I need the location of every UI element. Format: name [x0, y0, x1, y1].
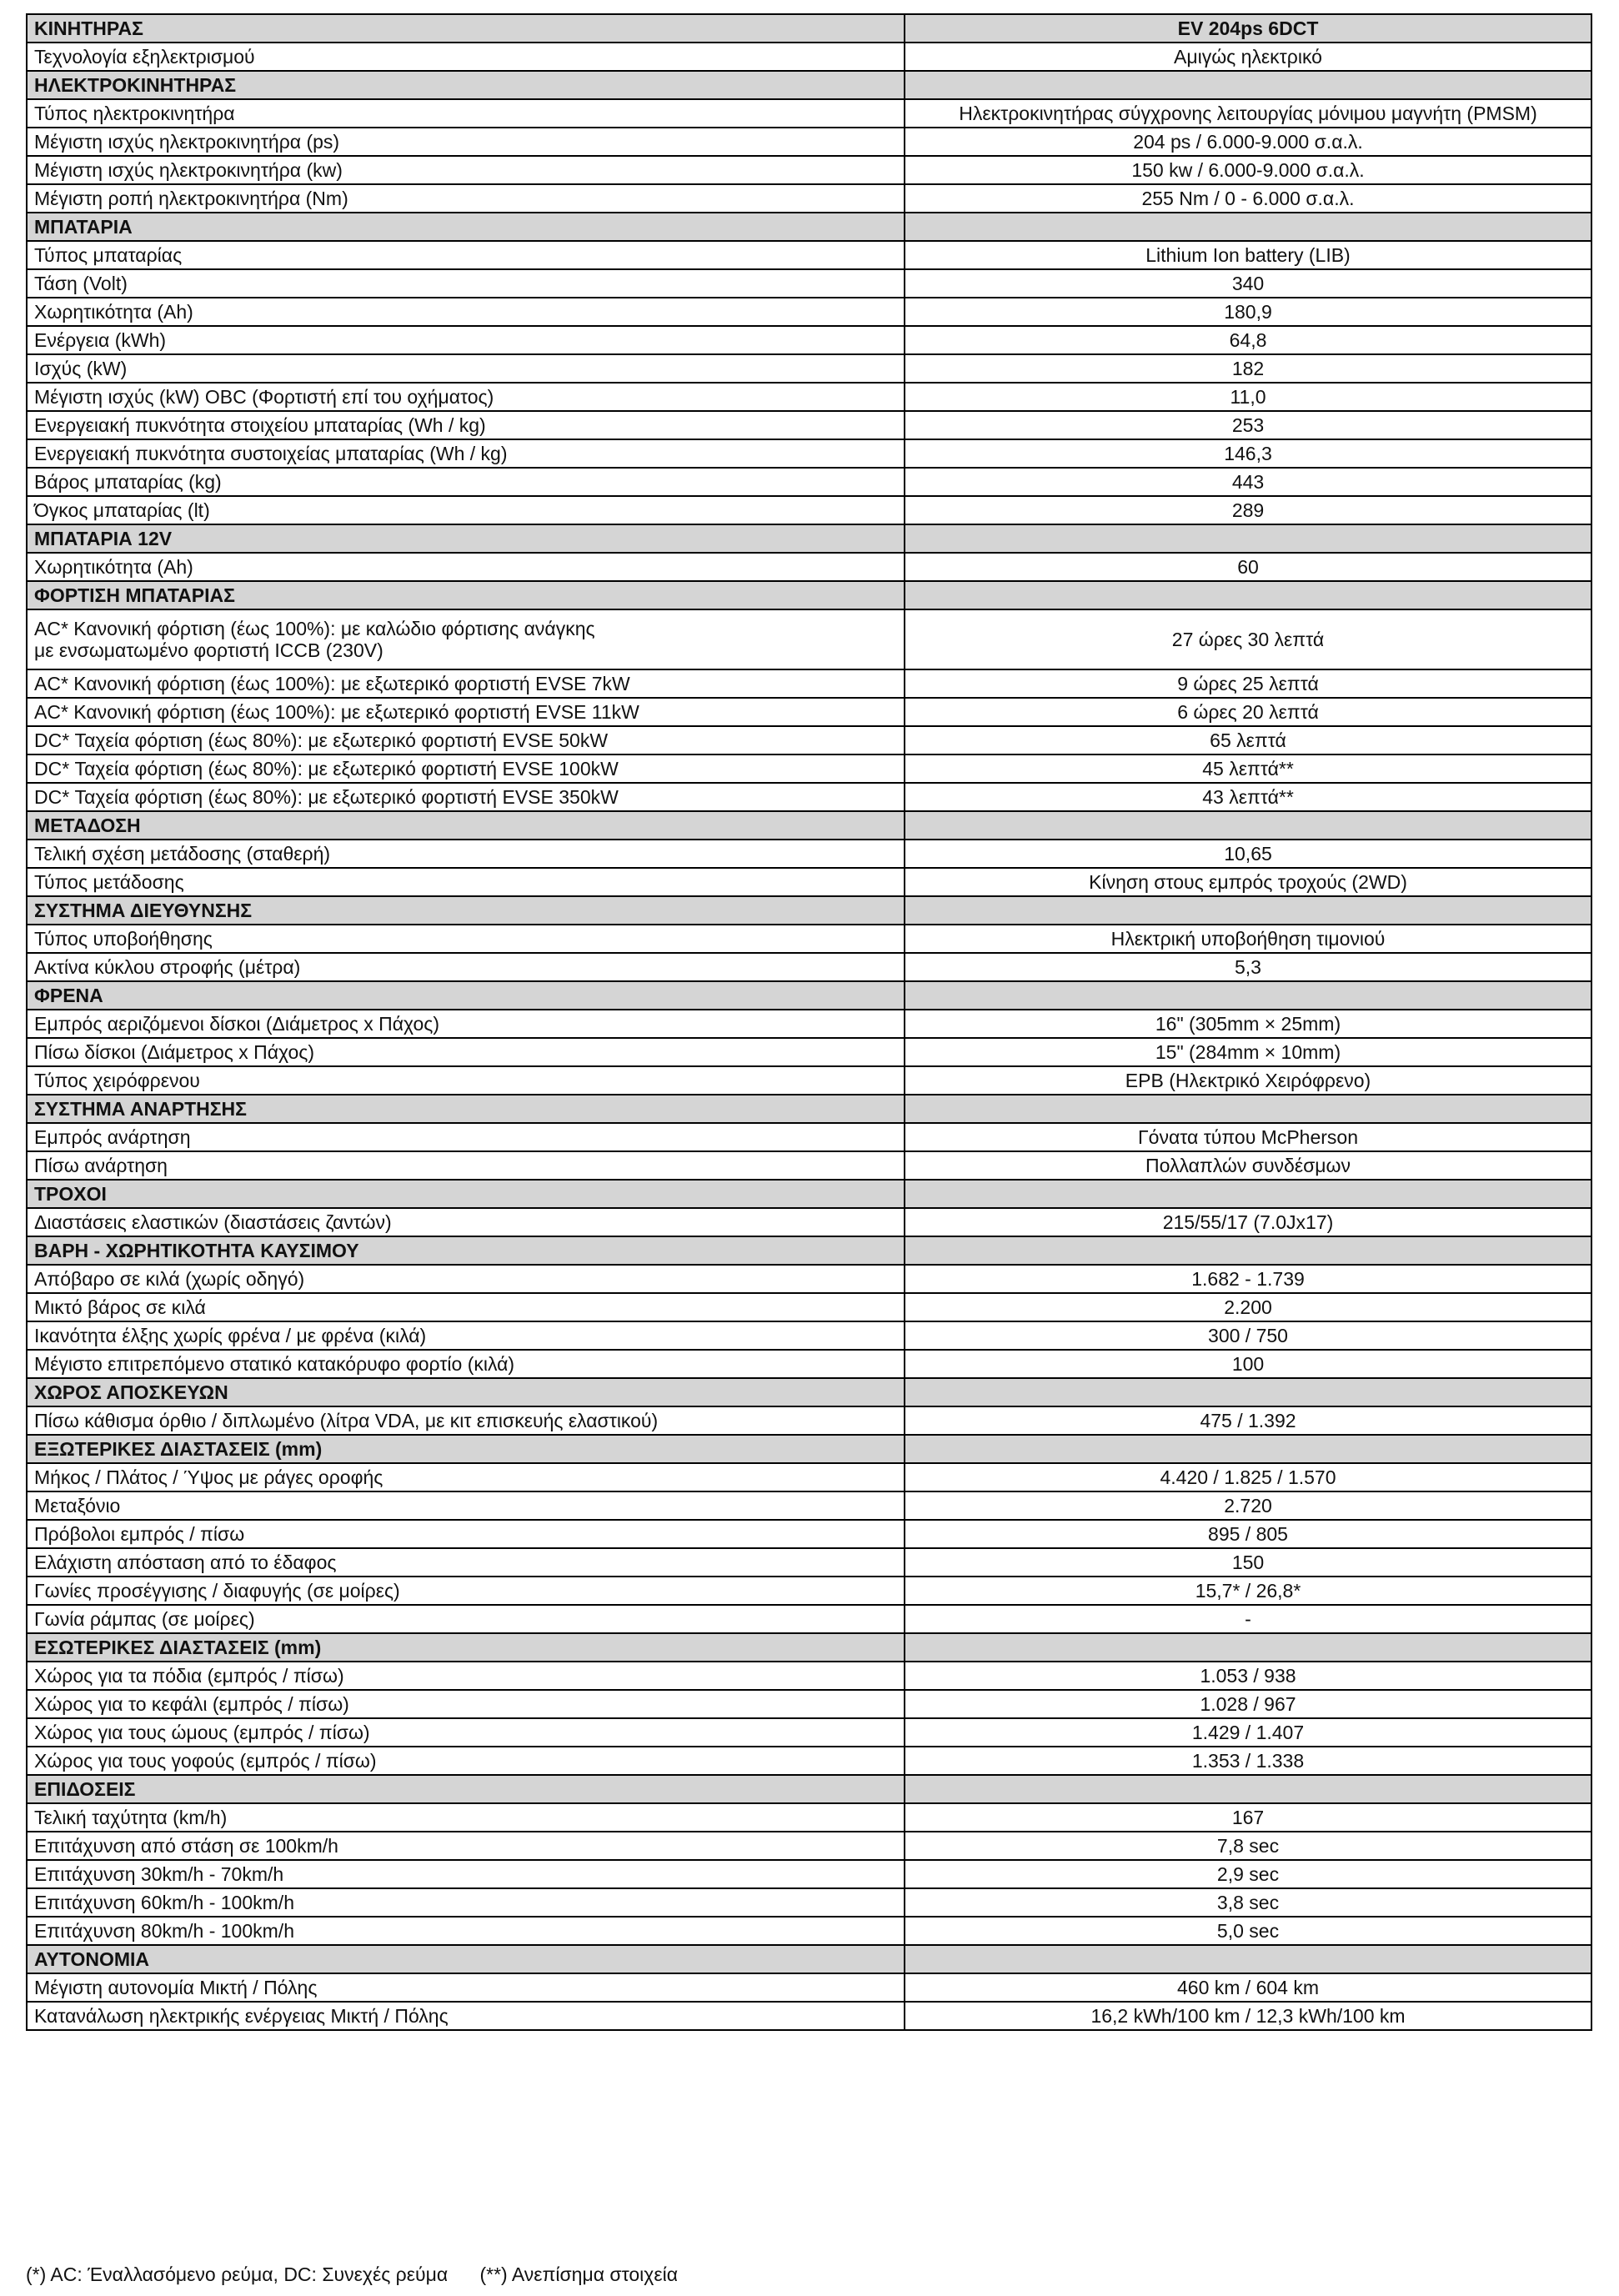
spec-label: Γωνία ράμπας (σε μοίρες): [27, 1605, 905, 1633]
spec-label: Επιτάχυνση 60km/h - 100km/h: [27, 1888, 905, 1917]
section-title: ΧΩΡΟΣ ΑΠΟΣΚΕΥΩΝ: [27, 1378, 905, 1406]
spec-row: [27, 783, 1591, 811]
spec-label: Ενεργειακή πυκνότητα συστοιχείας μπαταρίας (Wh / kg): [27, 439, 905, 468]
section-empty-cell: [905, 981, 1591, 1010]
spec-row: [27, 1690, 1591, 1718]
spec-label: Βάρος μπαταρίας (kg): [27, 468, 905, 496]
spec-row: [27, 1010, 1591, 1038]
section-title: ΣΥΣΤΗΜΑ ΔΙΕΥΘΥΝΣΗΣ: [27, 896, 905, 925]
spec-value: Πολλαπλών συνδέσμων: [905, 1151, 1591, 1180]
spec-value: 460 km / 604 km: [905, 1973, 1591, 2002]
section-title: ΕΠΙΔΟΣΕΙΣ: [27, 1775, 905, 1803]
spec-row: [27, 496, 1591, 524]
spec-row: [27, 1803, 1591, 1832]
section-title: ΤΡΟΧΟΙ: [27, 1180, 905, 1208]
spec-label: Εμπρός αεριζόμενοι δίσκοι (Διάμετρος x Πάχος): [27, 1010, 905, 1038]
spec-value: 2.200: [905, 1293, 1591, 1321]
section-empty-cell: [905, 811, 1591, 840]
spec-label: Μέγιστη ροπή ηλεκτροκινητήρα (Nm): [27, 184, 905, 213]
spec-value: 443: [905, 468, 1591, 496]
section-empty-cell: [905, 524, 1591, 553]
spec-row: [27, 1321, 1591, 1350]
spec-row: [27, 1973, 1591, 2002]
spec-value: 340: [905, 269, 1591, 298]
spec-label: Μικτό βάρος σε κιλά: [27, 1293, 905, 1321]
spec-row: [27, 1350, 1591, 1378]
spec-row: [27, 925, 1591, 953]
spec-row: [27, 1208, 1591, 1236]
spec-label: Χώρος για το κεφάλι (εμπρός / πίσω): [27, 1690, 905, 1718]
spec-value: 1.353 / 1.338: [905, 1747, 1591, 1775]
spec-label: Ακτίνα κύκλου στροφής (μέτρα): [27, 953, 905, 981]
spec-row: [27, 1151, 1591, 1180]
spec-row: [27, 1491, 1591, 1520]
spec-label: Πρόβολοι εμπρός / πίσω: [27, 1520, 905, 1548]
spec-label: Μέγιστη ισχύς ηλεκτροκινητήρα (ps): [27, 128, 905, 156]
spec-label: Χωρητικότητα (Ah): [27, 553, 905, 581]
spec-value: 16" (305mm × 25mm): [905, 1010, 1591, 1038]
section-header-row: [27, 1633, 1591, 1662]
spec-label: Ικανότητα έλξης χωρίς φρένα / με φρένα (κιλά): [27, 1321, 905, 1350]
section-title: ΕΞΩΤΕΡΙΚΕΣ ΔΙΑΣΤΑΣΕΙΣ (mm): [27, 1435, 905, 1463]
section-empty-cell: [905, 1633, 1591, 1662]
spec-value: 7,8 sec: [905, 1832, 1591, 1860]
spec-label-line-1: AC* Κανονική φόρτιση (έως 100%): με καλώδιο φόρτισης ανάγκης: [34, 618, 595, 639]
section-header-row: [27, 1236, 1591, 1265]
spec-label: Τεχνολογία εξηλεκτρισμού: [27, 43, 905, 71]
spec-label: DC* Ταχεία φόρτιση (έως 80%): με εξωτερικό φορτιστή EVSE 100kW: [27, 754, 905, 783]
spec-row: [27, 99, 1591, 128]
spec-value: 1.429 / 1.407: [905, 1718, 1591, 1747]
section-header-row: [27, 1378, 1591, 1406]
spec-row: [27, 1265, 1591, 1293]
section-title: ΣΥΣΤΗΜΑ ΑΝΑΡΤΗΣΗΣ: [27, 1095, 905, 1123]
spec-value: 300 / 750: [905, 1321, 1591, 1350]
spec-value: 11,0: [905, 383, 1591, 411]
spec-value: 180,9: [905, 298, 1591, 326]
spec-row: [27, 726, 1591, 754]
section-header-row: [27, 581, 1591, 609]
section-title: ΜΠΑΤΑΡΙΑ: [27, 213, 905, 241]
spec-row: [27, 1662, 1591, 1690]
spec-value: 289: [905, 496, 1591, 524]
footnote-unofficial: (**) Ανεπίσημα στοιχεία: [479, 2263, 678, 2285]
spec-label: Πίσω κάθισμα όρθιο / διπλωμένο (λίτρα VDA, με κιτ επισκευής ελαστικού): [27, 1406, 905, 1435]
spec-row: [27, 553, 1591, 581]
spec-value: 182: [905, 354, 1591, 383]
spec-row: [27, 868, 1591, 896]
section-header-row: [27, 981, 1591, 1010]
section-header-row: [27, 71, 1591, 99]
spec-value: -: [905, 1605, 1591, 1633]
section-empty-cell: [905, 581, 1591, 609]
spec-label: Μέγιστη αυτονομία Μικτή / Πόλης: [27, 1973, 905, 2002]
spec-row: [27, 1832, 1591, 1860]
spec-row: [27, 1520, 1591, 1548]
spec-value: Γόνατα τύπου McPherson: [905, 1123, 1591, 1151]
spec-value: EPB (Ηλεκτρικό Χειρόφρενο): [905, 1066, 1591, 1095]
spec-value: 3,8 sec: [905, 1888, 1591, 1917]
spec-value: 2.720: [905, 1491, 1591, 1520]
footnote-ac-dc: (*) AC: Έναλλασόμενο ρεύμα, DC: Συνεχές ρεύμα: [26, 2263, 449, 2285]
section-empty-cell: [905, 1236, 1591, 1265]
spec-label: Μέγιστη ισχύς (kW) OBC (Φορτιστή επί του οχήματος): [27, 383, 905, 411]
spec-label: Ενέργεια (kWh): [27, 326, 905, 354]
spec-row: [27, 468, 1591, 496]
spec-label: Τελική σχέση μετάδοσης (σταθερή): [27, 840, 905, 868]
spec-value: 10,65: [905, 840, 1591, 868]
spec-label: Κατανάλωση ηλεκτρικής ενέργειας Μικτή / Πόλης: [27, 2002, 905, 2030]
spec-row: [27, 1917, 1591, 1945]
spec-label: Τάση (Volt): [27, 269, 905, 298]
spec-row: [27, 354, 1591, 383]
spec-row: [27, 1888, 1591, 1917]
spec-label: Τύπος χειρόφρενου: [27, 1066, 905, 1095]
spec-value: 1.053 / 938: [905, 1662, 1591, 1690]
section-title: ΒΑΡΗ - ΧΩΡΗΤΙΚΟΤΗΤΑ ΚΑΥΣΙΜΟΥ: [27, 1236, 905, 1265]
spec-row: [27, 1038, 1591, 1066]
spec-label: Επιτάχυνση από στάση σε 100km/h: [27, 1832, 905, 1860]
spec-row: [27, 1293, 1591, 1321]
spec-value: 1.682 - 1.739: [905, 1265, 1591, 1293]
section-title: ΑΥΤΟΝΟΜΙΑ: [27, 1945, 905, 1973]
section-empty-cell: [905, 1180, 1591, 1208]
section-header-row: [27, 213, 1591, 241]
spec-label: Γωνίες προσέγγισης / διαφυγής (σε μοίρες): [27, 1577, 905, 1605]
spec-row: [27, 269, 1591, 298]
spec-row: [27, 1860, 1591, 1888]
spec-value: 9 ώρες 25 λεπτά: [905, 669, 1591, 698]
spec-label: Χωρητικότητα (Ah): [27, 298, 905, 326]
spec-label-line-2: με ενσωματωμένο φορτιστή ICCB (230V): [34, 639, 383, 661]
spec-value: 146,3: [905, 439, 1591, 468]
section-header-row: [27, 1095, 1591, 1123]
section-header-row: [27, 1180, 1591, 1208]
section-empty-cell: [905, 896, 1591, 925]
spec-value: 167: [905, 1803, 1591, 1832]
section-title: ΚΙΝΗΤΗΡΑΣ: [27, 14, 905, 43]
spec-label: AC* Κανονική φόρτιση (έως 100%): με εξωτερικό φορτιστή EVSE 7kW: [27, 669, 905, 698]
spec-value: 150: [905, 1548, 1591, 1577]
section-header-row: [27, 1435, 1591, 1463]
table-header-row: [27, 14, 1591, 43]
section-header-row: [27, 811, 1591, 840]
spec-value: 204 ps / 6.000-9.000 σ.α.λ.: [905, 128, 1591, 156]
spec-value: 1.028 / 967: [905, 1690, 1591, 1718]
spec-value: 65 λεπτά: [905, 726, 1591, 754]
section-empty-cell: [905, 1945, 1591, 1973]
spec-label: Χώρος για τους γοφούς (εμπρός / πίσω): [27, 1747, 905, 1775]
spec-value: 100: [905, 1350, 1591, 1378]
spec-table-body: [27, 14, 1591, 2030]
spec-value: 255 Nm / 0 - 6.000 σ.α.λ.: [905, 184, 1591, 213]
spec-row: [27, 1463, 1591, 1491]
spec-value: 2,9 sec: [905, 1860, 1591, 1888]
spec-value: Lithium Ion battery (LIB): [905, 241, 1591, 269]
spec-label: Μήκος / Πλάτος / Ύψος με ράγες οροφής: [27, 1463, 905, 1491]
spec-row: [27, 298, 1591, 326]
spec-value: Κίνηση στους εμπρός τροχούς (2WD): [905, 868, 1591, 896]
spec-row: [27, 1548, 1591, 1577]
spec-label: Ενεργειακή πυκνότητα στοιχείου μπαταρίας (Wh / kg): [27, 411, 905, 439]
spec-row: [27, 128, 1591, 156]
spec-row: [27, 953, 1591, 981]
spec-label: DC* Ταχεία φόρτιση (έως 80%): με εξωτερικό φορτιστή EVSE 350kW: [27, 783, 905, 811]
section-title: ΜΠΑΤΑΡΙΑ 12V: [27, 524, 905, 553]
spec-value: 150 kw / 6.000-9.000 σ.α.λ.: [905, 156, 1591, 184]
spec-label: Διαστάσεις ελαστικών (διαστάσεις ζαντών): [27, 1208, 905, 1236]
spec-value: 4.420 / 1.825 / 1.570: [905, 1463, 1591, 1491]
spec-row: [27, 2002, 1591, 2030]
spec-value: 15" (284mm × 10mm): [905, 1038, 1591, 1066]
spec-label: Απόβαρο σε κιλά (χωρίς οδηγό): [27, 1265, 905, 1293]
section-empty-cell: [905, 1095, 1591, 1123]
spec-label: [27, 609, 905, 669]
spec-label: AC* Κανονική φόρτιση (έως 100%): με εξωτερικό φορτιστή EVSE 11kW: [27, 698, 905, 726]
spec-value: 475 / 1.392: [905, 1406, 1591, 1435]
spec-row: [27, 1577, 1591, 1605]
spec-label: Τελική ταχύτητα (km/h): [27, 1803, 905, 1832]
spec-row: [27, 241, 1591, 269]
engine-variant-title: EV 204ps 6DCT: [905, 14, 1591, 43]
spec-label: Ελάχιστη απόσταση από το έδαφος: [27, 1548, 905, 1577]
spec-label: Επιτάχυνση 30km/h - 70km/h: [27, 1860, 905, 1888]
spec-value: 60: [905, 553, 1591, 581]
spec-row: [27, 439, 1591, 468]
section-empty-cell: [905, 213, 1591, 241]
spec-value: 895 / 805: [905, 1520, 1591, 1548]
spec-label: Χώρος για τα πόδια (εμπρός / πίσω): [27, 1662, 905, 1690]
spec-value: 253: [905, 411, 1591, 439]
spec-value: Αμιγώς ηλεκτρικό: [905, 43, 1591, 71]
spec-label: Χώρος για τους ώμους (εμπρός / πίσω): [27, 1718, 905, 1747]
spec-row: [27, 698, 1591, 726]
spec-label: Μέγιστο επιτρεπόμενο στατικό κατακόρυφο φορτίο (κιλά): [27, 1350, 905, 1378]
spec-row: [27, 1066, 1591, 1095]
spec-table: [26, 13, 1592, 2031]
spec-value: 215/55/17 (7.0Jx17): [905, 1208, 1591, 1236]
spec-value: 15,7* / 26,8*: [905, 1577, 1591, 1605]
section-header-row: [27, 896, 1591, 925]
spec-row: [27, 1123, 1591, 1151]
section-title: ΗΛΕΚΤΡΟΚΙΝΗΤΗΡΑΣ: [27, 71, 905, 99]
section-title: ΜΕΤΑΔΟΣΗ: [27, 811, 905, 840]
spec-row: [27, 43, 1591, 71]
section-title: ΦΟΡΤΙΣΗ ΜΠΑΤΑΡΙΑΣ: [27, 581, 905, 609]
section-header-row: [27, 1775, 1591, 1803]
spec-row: [27, 184, 1591, 213]
section-empty-cell: [905, 1378, 1591, 1406]
spec-label: Πίσω δίσκοι (Διάμετρος x Πάχος): [27, 1038, 905, 1066]
spec-row: [27, 1747, 1591, 1775]
spec-row: [27, 156, 1591, 184]
section-title: ΕΣΩΤΕΡΙΚΕΣ ΔΙΑΣΤΑΣΕΙΣ (mm): [27, 1633, 905, 1662]
spec-row: [27, 1605, 1591, 1633]
spec-value: 5,0 sec: [905, 1917, 1591, 1945]
spec-value: Ηλεκτρική υποβοήθηση τιμονιού: [905, 925, 1591, 953]
spec-label: Μέγιστη ισχύς ηλεκτροκινητήρα (kw): [27, 156, 905, 184]
section-header-row: [27, 524, 1591, 553]
spec-value: 5,3: [905, 953, 1591, 981]
spec-row: [27, 754, 1591, 783]
spec-value: 45 λεπτά**: [905, 754, 1591, 783]
spec-label: Πίσω ανάρτηση: [27, 1151, 905, 1180]
spec-row: [27, 1718, 1591, 1747]
section-empty-cell: [905, 1435, 1591, 1463]
spec-label: Τύπος μπαταρίας: [27, 241, 905, 269]
spec-value: 43 λεπτά**: [905, 783, 1591, 811]
spec-row: [27, 411, 1591, 439]
spec-label: Ισχύς (kW): [27, 354, 905, 383]
spec-value: Ηλεκτροκινητήρας σύγχρονης λειτουργίας μόνιμου μαγνήτη (PMSM): [905, 99, 1591, 128]
spec-value: 64,8: [905, 326, 1591, 354]
spec-row: [27, 383, 1591, 411]
section-empty-cell: [905, 1775, 1591, 1803]
spec-row: [27, 840, 1591, 868]
spec-label: Μεταξόνιο: [27, 1491, 905, 1520]
spec-label: Όγκος μπαταρίας (lt): [27, 496, 905, 524]
spec-value: 6 ώρες 20 λεπτά: [905, 698, 1591, 726]
spec-value: 27 ώρες 30 λεπτά: [905, 609, 1591, 669]
section-empty-cell: [905, 71, 1591, 99]
spec-row: [27, 609, 1591, 669]
spec-row: [27, 326, 1591, 354]
section-title: ΦΡΕΝΑ: [27, 981, 905, 1010]
spec-label: Επιτάχυνση 80km/h - 100km/h: [27, 1917, 905, 1945]
spec-label: DC* Ταχεία φόρτιση (έως 80%): με εξωτερικό φορτιστή EVSE 50kW: [27, 726, 905, 754]
spec-label: Εμπρός ανάρτηση: [27, 1123, 905, 1151]
footnotes: [26, 2263, 678, 2286]
spec-row: [27, 669, 1591, 698]
spec-label: Τύπος μετάδοσης: [27, 868, 905, 896]
spec-row: [27, 1406, 1591, 1435]
spec-label: Τύπος ηλεκτροκινητήρα: [27, 99, 905, 128]
spec-label: Τύπος υποβοήθησης: [27, 925, 905, 953]
section-header-row: [27, 1945, 1591, 1973]
spec-value: 16,2 kWh/100 km / 12,3 kWh/100 km: [905, 2002, 1591, 2030]
